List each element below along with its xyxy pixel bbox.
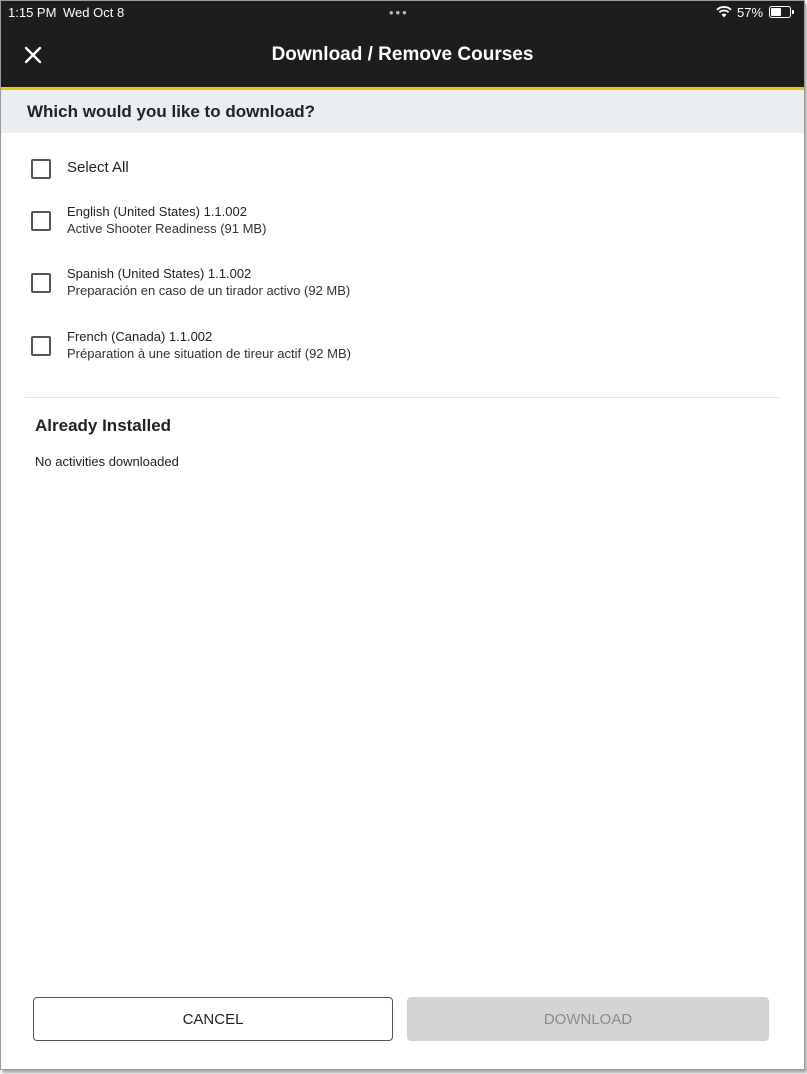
cancel-button[interactable]: CANCEL [33,997,393,1041]
top-bar [1,1,804,87]
download-button[interactable]: DOWNLOAD [407,997,769,1041]
course-checkbox-spanish[interactable] [31,273,51,293]
status-time: 1:15 PM [8,5,57,20]
download-question: Which would you like to download? [27,102,316,121]
page-title: Download / Remove Courses [271,44,534,65]
status-bar [1,1,804,23]
course-subtitle: Préparation à une situation de tireur actif (92 MB) [67,346,351,361]
battery-icon [769,6,791,18]
course-title: French (Canada) 1.1.002 [67,329,213,344]
installed-empty-message: No activities downloaded [35,454,179,469]
course-subtitle: Active Shooter Readiness (91 MB) [67,221,267,236]
select-all-label: Select All [67,159,129,176]
course-subtitle: Preparación en caso de un tirador activo (92 MB) [67,283,351,298]
course-checkbox-french[interactable] [31,336,51,356]
course-checkbox-english[interactable] [31,211,51,231]
status-date: Wed Oct 8 [63,5,125,20]
battery-percent: 57% [737,5,764,20]
course-title: Spanish (United States) 1.1.002 [67,266,252,281]
course-title: English (United States) 1.1.002 [67,204,247,219]
select-all-checkbox[interactable] [31,159,51,179]
multitasking-dots-icon[interactable]: ••• [389,5,409,20]
download-section-header [1,90,804,133]
installed-section-title: Already Installed [35,416,172,435]
battery-fill [771,8,781,16]
battery-nub [792,10,794,14]
wifi-icon [716,5,732,18]
section-divider [25,397,779,398]
